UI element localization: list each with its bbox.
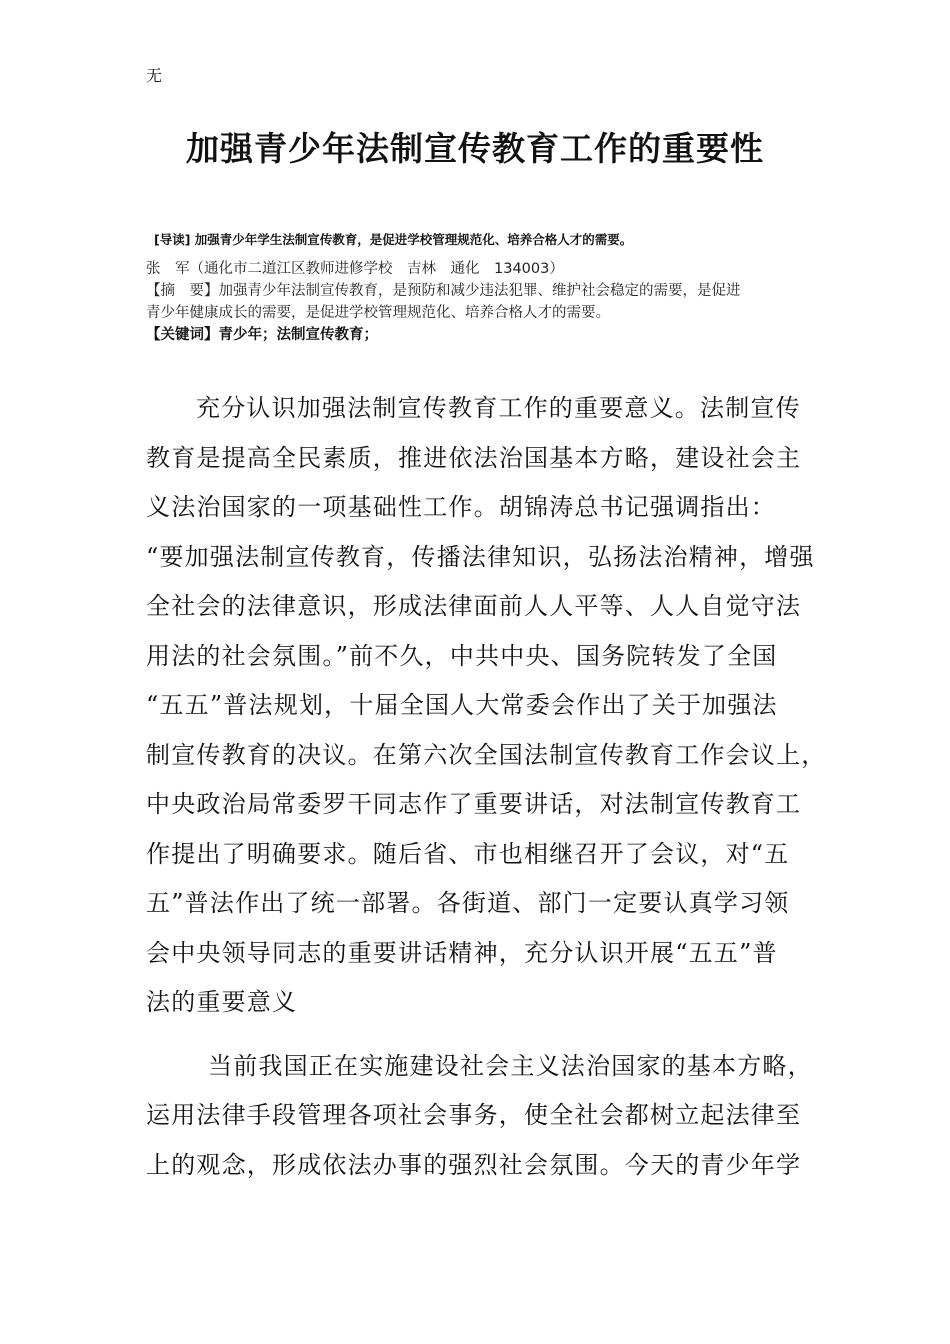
author-line: 张 军（通化市二道江区教师进修学校 吉林 通化 134003） [146,261,564,277]
abstract-line: 【摘 要】加强青少年法制宣传教育，是预防和减少违法犯罪、维护社会稳定的需要，是促进 [146,283,741,299]
body-line: 中央政治局常委罗干同志作了重要讲话，对法制宣传教育工 [146,790,802,818]
body-line: 全社会的法律意识，形成法律面前人人平等、人人自觉守法 [146,592,802,620]
body-line: 会中央领导同志的重要讲话精神，充分认识开展“五五”普 [146,938,778,967]
body-line: 运用法律手段管理各项社会事务，使全社会都树立起法律至 [146,1101,802,1129]
abstract-line: 青少年健康成长的需要，是促进学校管理规范化、培养合格人才的需要。 [146,305,610,321]
body-line: 教育是提高全民素质，推进依法治国基本方略，建设社会主 [146,443,802,472]
body-line: “要加强法制宣传教育，传播法律知识，弘扬法治精神，增强 [146,542,815,571]
body-line: 当前我国正在实施建设社会主义法治国家的基本方略， [208,1051,813,1080]
body-line: 义法治国家的一项基础性工作。胡锦涛总书记强调指出： [146,493,776,521]
body-line: “五五”普法规划，十届全国人大常委会作出了关于加强法 [146,691,778,719]
body-paragraph [146,384,826,1028]
body-line: 充分认识加强法制宣传教育工作的重要意义。法制宣传 [196,394,801,422]
body-line: 五”普法作出了统一部署。各街道、部门一定要认真学习领 [146,889,790,917]
body-line: 上的观念，形成依法办事的强烈社会氛围。今天的青少年学 [146,1150,802,1179]
article-body [146,384,826,1190]
body-line: 作提出了明确要求。随后省、市也相继召开了会议，对“五 [146,839,790,868]
body-line: 制宣传教育的决议。在第六次全国法制宣传教育工作会议上， [146,740,827,769]
header-mark: 无 [146,66,163,85]
article-meta [146,258,816,346]
body-line: 法的重要意义 [146,988,298,1016]
document-title: 加强青少年法制宣传教育工作的重要性 [186,129,764,168]
keywords-line: 【关键词】青少年；法制宣传教育； [146,327,378,343]
lead-summary: [导读] 加强青少年学生法制宣传教育，是促进学校管理规范化、培养合格人才的需要。 [154,232,633,247]
body-paragraph [146,1042,826,1191]
body-line: 用法的社会氛围。”前不久，中共中央、国务院转发了全国 [146,641,778,670]
